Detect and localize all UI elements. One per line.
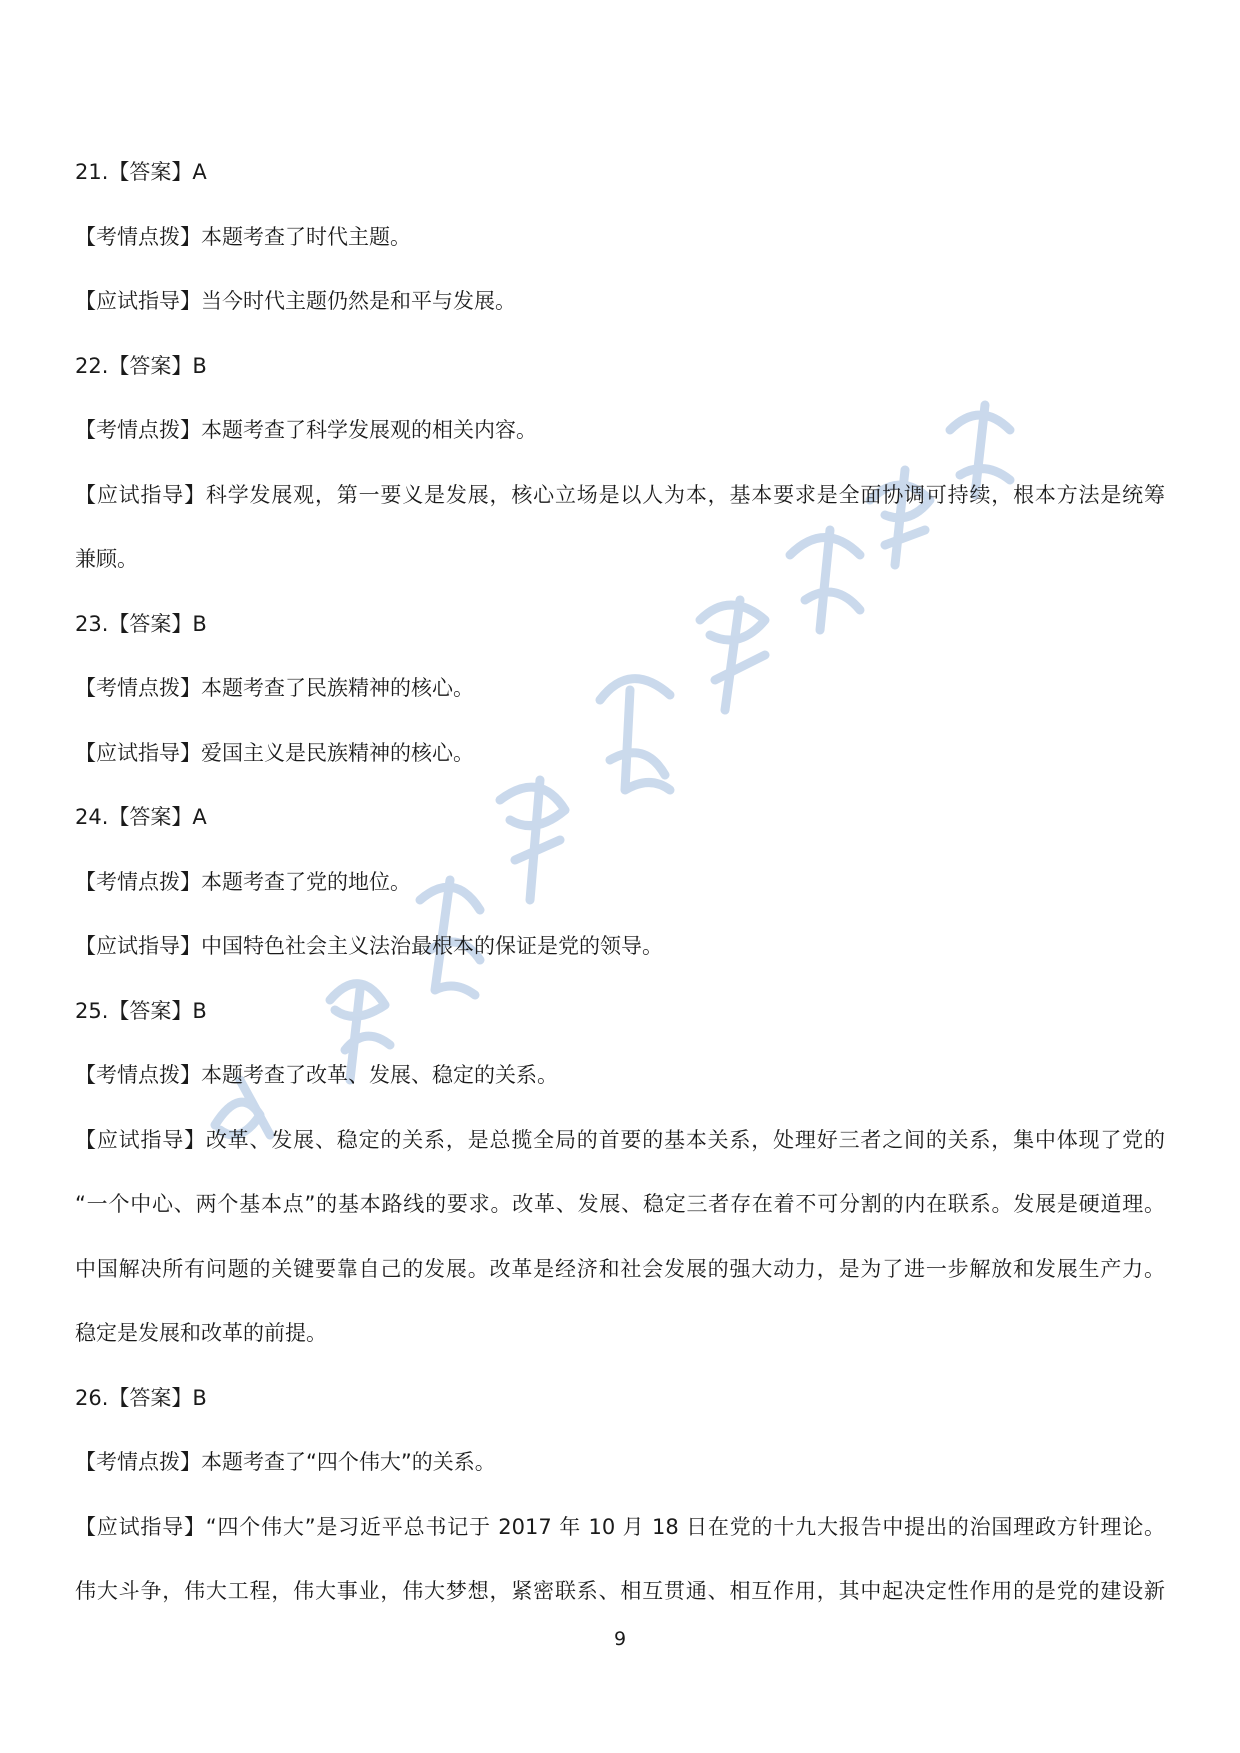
- guidance-22-line-1: 【应试指导】科学发展观，第一要义是发展，核心立场是以人为本，基本要求是全面协调可持续，根本方法是统筹: [75, 482, 1165, 507]
- exam-point-25: 【考情点拨】本题考查了改革、发展、稳定的关系。: [75, 1063, 558, 1087]
- guidance-21: 【应试指导】当今时代主题仍然是和平与发展。: [75, 289, 516, 313]
- guidance-25-line-4: 稳定是发展和改革的前提。: [75, 1321, 327, 1345]
- guidance-22-line-2: 兼顾。: [75, 547, 138, 571]
- guidance-25-line-2: “一个中心、两个基本点”的基本路线的要求。改革、发展、稳定三者存在着不可分割的内在联系。发展是硬道理。: [75, 1192, 1165, 1216]
- exam-point-26: 【考情点拨】本题考查了“四个伟大”的关系。: [75, 1450, 496, 1474]
- answer-25-heading: 25.【答案】B: [75, 998, 207, 1023]
- exam-point-23: 【考情点拨】本题考查了民族精神的核心。: [75, 676, 474, 700]
- answer-content: [75, 140, 1165, 1624]
- guidance-25-line-1: 【应试指导】改革、发展、稳定的关系，是总揽全局的首要的基本关系，处理好三者之间的关系，集中体现了党的: [75, 1127, 1165, 1152]
- answer-26-heading: 26.【答案】B: [75, 1385, 207, 1410]
- exam-point-21: 【考情点拨】本题考查了时代主题。: [75, 224, 411, 249]
- guidance-26-line-2: 伟大斗争，伟大工程，伟大事业，伟大梦想，紧密联系、相互贯通、相互作用，其中起决定性作用的是党的建设新: [75, 1579, 1165, 1603]
- answer-22-heading: 22.【答案】B: [75, 353, 207, 378]
- guidance-23: 【应试指导】爱国主义是民族精神的核心。: [75, 740, 474, 765]
- guidance-24: 【应试指导】中国特色社会主义法治最根本的保证是党的领导。: [75, 934, 663, 958]
- page-number: 9: [613, 1628, 627, 1650]
- answer-21-heading: 21.【答案】A: [75, 160, 207, 184]
- exam-point-22: 【考情点拨】本题考查了科学发展观的相关内容。: [75, 418, 537, 442]
- answer-23-heading: 23.【答案】B: [75, 611, 207, 636]
- answer-24-heading: 24.【答案】A: [75, 805, 207, 829]
- exam-point-24: 【考情点拨】本题考查了党的地位。: [75, 869, 411, 894]
- guidance-25-line-3: 中国解决所有问题的关键要靠自己的发展。改革是经济和社会发展的强大动力，是为了进一步解放和发展生产力。: [75, 1256, 1165, 1281]
- guidance-26-line-1: 【应试指导】“四个伟大”是习近平总书记于 2017 年 10 月 18 日在党的十九大报告中提出的治国理政方针理论。: [75, 1514, 1165, 1539]
